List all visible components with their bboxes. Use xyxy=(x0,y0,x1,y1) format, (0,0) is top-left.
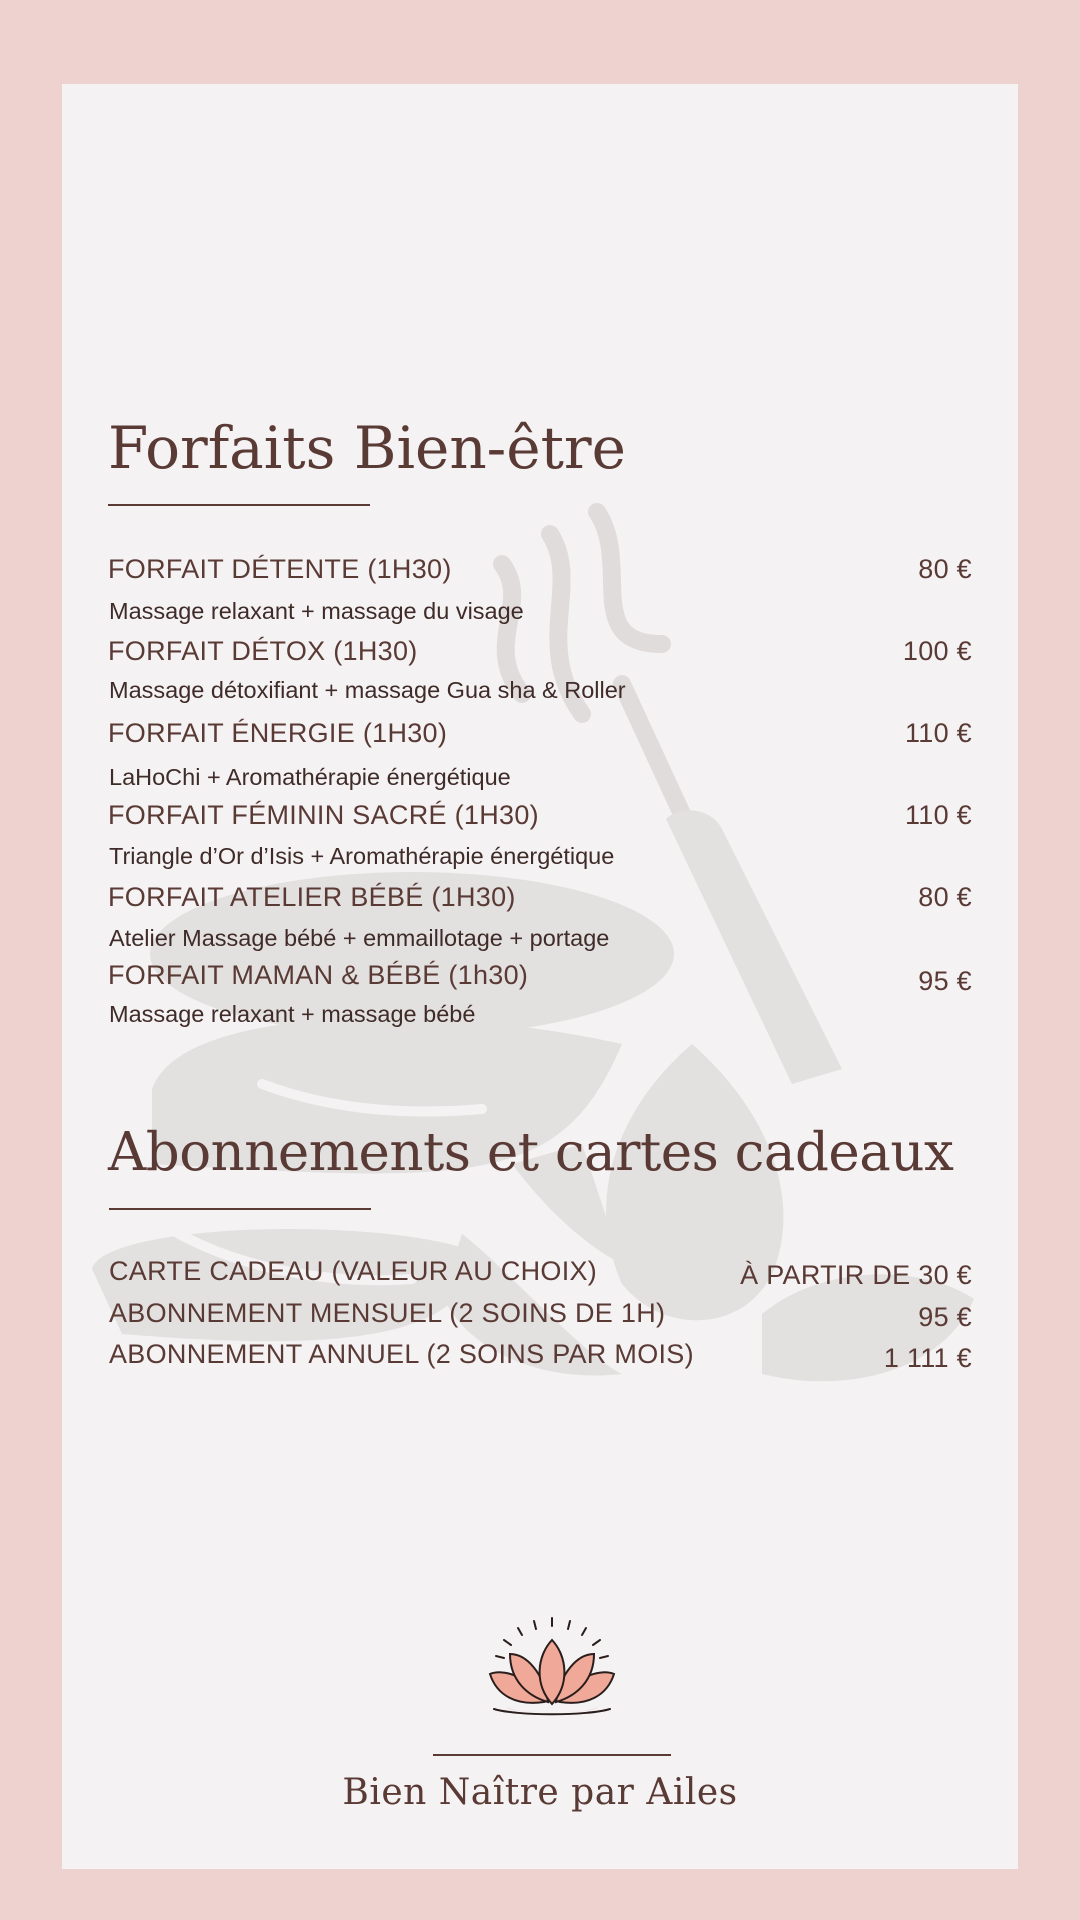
package-row-energie xyxy=(108,718,972,749)
lotus-icon xyxy=(482,1614,622,1724)
package-price: 110 € xyxy=(904,800,972,830)
brand-name: Bien Naître par Ailes xyxy=(342,1772,738,1813)
package-name: FORFAIT MAMAN & BÉBÉ (1h30) xyxy=(108,960,529,990)
package-name: FORFAIT ATELIER BÉBÉ (1H30) xyxy=(108,882,516,912)
package-description: LaHoChi + Aromathérapie énergétique xyxy=(109,764,511,790)
menu-card xyxy=(62,84,1018,1869)
package-description: Massage relaxant + massage bébé xyxy=(109,1001,476,1027)
package-row-detente xyxy=(108,554,972,585)
package-name: FORFAIT ÉNERGIE (1H30) xyxy=(108,718,448,748)
subscription-row-gift-card xyxy=(109,1256,972,1290)
subscription-price: À PARTIR DE 30 € xyxy=(740,1260,972,1290)
package-price: 110 € xyxy=(904,718,972,748)
subscription-price: 95 € xyxy=(918,1302,972,1332)
section-title-abonnements: Abonnements et cartes cadeaux xyxy=(108,1122,954,1183)
subscription-price: 1 111 € xyxy=(883,1343,972,1373)
package-description: Atelier Massage bébé + emmaillotage + portage xyxy=(109,925,610,951)
package-price: 80 € xyxy=(918,882,972,912)
package-name: FORFAIT DÉTENTE (1H30) xyxy=(108,554,452,584)
brand-divider xyxy=(433,1754,671,1756)
subscription-row-annual xyxy=(109,1339,972,1373)
package-price: 80 € xyxy=(918,554,972,584)
package-row-feminin-sacre xyxy=(108,800,972,831)
subscription-name: ABONNEMENT ANNUEL (2 SOINS PAR MOIS) xyxy=(109,1339,694,1369)
package-row-maman-bebe xyxy=(108,960,972,996)
package-description: Triangle d’Or d’Isis + Aromathérapie énergétique xyxy=(109,843,615,869)
package-description: Massage relaxant + massage du visage xyxy=(109,598,524,624)
section-divider xyxy=(109,1208,371,1210)
package-row-atelier-bebe xyxy=(108,882,972,913)
package-name: FORFAIT FÉMININ SACRÉ (1H30) xyxy=(108,800,539,830)
section-title-forfaits: Forfaits Bien-être xyxy=(108,414,626,482)
subscription-name: CARTE CADEAU (VALEUR AU CHOIX) xyxy=(109,1256,598,1286)
package-row-detox xyxy=(108,636,972,667)
package-description: Massage détoxifiant + massage Gua sha & Roller xyxy=(109,677,626,703)
subscription-name: ABONNEMENT MENSUEL (2 SOINS DE 1H) xyxy=(109,1298,666,1328)
package-price: 100 € xyxy=(902,636,972,666)
package-price: 95 € xyxy=(918,966,972,996)
section-divider xyxy=(108,504,370,506)
package-name: FORFAIT DÉTOX (1H30) xyxy=(108,636,418,666)
subscription-row-monthly xyxy=(109,1298,972,1332)
